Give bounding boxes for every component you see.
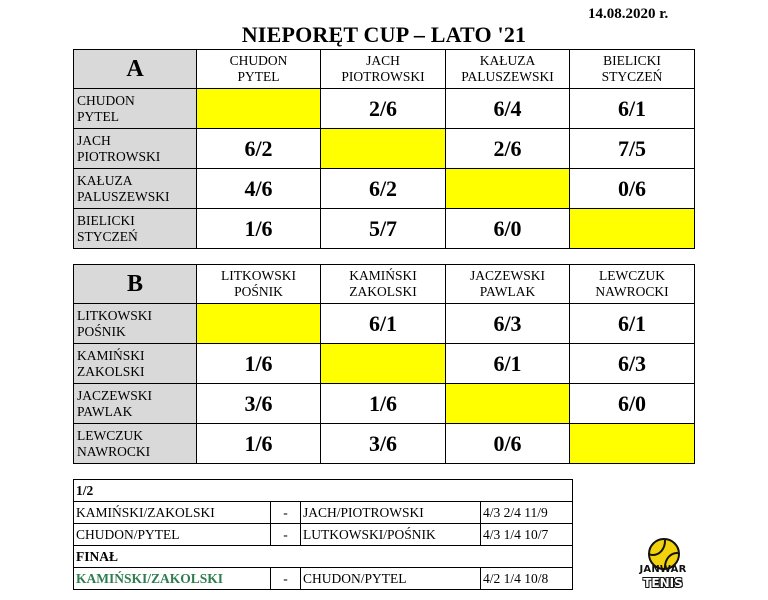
row-team-line2: ZAKOLSKI	[77, 363, 145, 379]
diagonal-cell	[446, 169, 570, 209]
group-b-header-row	[74, 265, 695, 304]
score-cell: 6/0	[570, 384, 695, 424]
score-cell: 6/1	[570, 89, 695, 129]
match-team2: JACH/PIOTROWSKI	[301, 502, 481, 524]
diagonal-cell	[321, 344, 446, 384]
score-cell: 6/2	[321, 169, 446, 209]
group-b-row-header	[74, 304, 197, 344]
score-cell: 3/6	[321, 424, 446, 464]
group-b-row	[74, 304, 695, 344]
diagonal-cell	[197, 304, 321, 344]
row-team-line1: LITKOWSKI	[77, 307, 152, 323]
row-team-line2: PIOTROWSKI	[77, 148, 161, 164]
score-cell: 5/7	[321, 209, 446, 249]
col-team-line1: KAMIŃSKI	[349, 268, 417, 283]
score-cell: 7/5	[570, 129, 695, 169]
col-team-line1: LEWCZUK	[599, 268, 665, 283]
diagonal-cell	[197, 89, 321, 129]
group-a-name: A	[74, 50, 197, 89]
diagonal-cell	[570, 424, 695, 464]
logo-text-line1: JANWAR	[639, 564, 687, 575]
row-team-line1: BIELICKI	[77, 212, 135, 228]
col-team-line2: PALUSZEWSKI	[461, 69, 554, 84]
score-cell: 4/6	[197, 169, 321, 209]
group-b-row-header	[74, 424, 197, 464]
score-cell: 6/1	[570, 304, 695, 344]
match-score: 4/3 1/4 10/7	[481, 524, 573, 546]
match-team1: CHUDON/PYTEL	[74, 524, 271, 546]
score-cell: 1/6	[321, 384, 446, 424]
row-team-line1: KAŁUZA	[77, 172, 133, 188]
group-a-row	[74, 209, 695, 249]
col-team-line2: PYTEL	[237, 69, 280, 84]
group-a-col-header	[570, 50, 695, 89]
score-cell: 6/2	[197, 129, 321, 169]
score-cell: 6/3	[446, 304, 570, 344]
score-cell: 6/3	[570, 344, 695, 384]
group-b-row-header	[74, 344, 197, 384]
score-cell: 6/1	[446, 344, 570, 384]
final-row	[74, 568, 573, 590]
col-team-line2: PIOTROWSKI	[341, 69, 425, 84]
match-team1: KAMIŃSKI/ZAKOLSKI	[74, 502, 271, 524]
row-team-line2: NAWROCKI	[77, 443, 151, 459]
match-team2: CHUDON/PYTEL	[301, 568, 481, 590]
match-separator: -	[271, 502, 301, 524]
group-a-row-header	[74, 169, 197, 209]
group-b-name: B	[74, 265, 197, 304]
score-cell: 3/6	[197, 384, 321, 424]
col-team-line1: JACH	[366, 53, 400, 68]
date-label: 14.08.2020 r.	[588, 6, 669, 22]
col-team-line1: LITKOWSKI	[221, 268, 296, 283]
group-b-col-header	[570, 265, 695, 304]
group-b-table	[73, 264, 695, 464]
score-cell: 1/6	[197, 209, 321, 249]
score-cell: 2/6	[446, 129, 570, 169]
score-cell: 6/4	[446, 89, 570, 129]
col-team-line1: JACZEWSKI	[470, 268, 545, 283]
semifinal-label: 1/2	[74, 480, 573, 502]
score-cell: 2/6	[321, 89, 446, 129]
group-b-col-header	[321, 265, 446, 304]
score-cell: 0/6	[446, 424, 570, 464]
group-a-col-header	[197, 50, 321, 89]
row-team-line1: JACZEWSKI	[77, 387, 152, 403]
col-team-line1: KAŁUZA	[479, 53, 536, 68]
row-team-line2: PALUSZEWSKI	[77, 188, 170, 204]
group-a-row	[74, 89, 695, 129]
match-team2: LUTKOWSKI/POŚNIK	[301, 524, 481, 546]
semifinal-row	[74, 502, 573, 524]
group-a-row-header	[74, 89, 197, 129]
group-b-row	[74, 424, 695, 464]
score-cell: 1/6	[197, 344, 321, 384]
group-a-row	[74, 129, 695, 169]
col-team-line2: ZAKOLSKI	[349, 284, 417, 299]
group-a-header-row	[74, 50, 695, 89]
janwar-tenis-logo	[632, 538, 694, 594]
results-table	[73, 479, 573, 590]
row-team-line2: PYTEL	[77, 108, 119, 124]
page-title: NIEPORĘT CUP – LATO '21	[241, 22, 527, 47]
col-team-line1: CHUDON	[229, 53, 288, 68]
col-team-line1: BIELICKI	[603, 53, 661, 68]
semifinal-header-row	[74, 480, 573, 502]
group-a-row	[74, 169, 695, 209]
score-cell: 1/6	[197, 424, 321, 464]
group-b-col-header	[446, 265, 570, 304]
group-b-row-header	[74, 384, 197, 424]
col-team-line2: PAWLAK	[479, 284, 536, 299]
final-label: FINAŁ	[74, 546, 573, 568]
match-separator: -	[271, 524, 301, 546]
final-header-row	[74, 546, 573, 568]
row-team-line2: STYCZEŃ	[77, 228, 138, 244]
match-score: 4/2 1/4 10/8	[481, 568, 573, 590]
group-a-col-header	[446, 50, 570, 89]
group-a-col-header	[321, 50, 446, 89]
col-team-line2: POŚNIK	[234, 284, 283, 299]
row-team-line1: CHUDON	[77, 92, 135, 108]
row-team-line1: KAMIŃSKI	[77, 347, 145, 363]
diagonal-cell	[570, 209, 695, 249]
row-team-line1: JACH	[77, 132, 111, 148]
logo-text-line2: TENIS	[643, 576, 683, 590]
final-winner: KAMIŃSKI/ZAKOLSKI	[74, 568, 271, 590]
group-b-row	[74, 384, 695, 424]
group-a-table	[73, 49, 695, 249]
col-team-line2: NAWROCKI	[595, 284, 669, 299]
row-team-line2: POŚNIK	[77, 323, 126, 339]
col-team-line2: STYCZEŃ	[601, 69, 663, 84]
diagonal-cell	[321, 129, 446, 169]
match-separator: -	[271, 568, 301, 590]
score-cell: 6/0	[446, 209, 570, 249]
group-b-row	[74, 344, 695, 384]
row-team-line2: PAWLAK	[77, 403, 133, 419]
group-a-row-header	[74, 209, 197, 249]
row-team-line1: LEWCZUK	[77, 427, 143, 443]
score-cell: 0/6	[570, 169, 695, 209]
semifinal-row	[74, 524, 573, 546]
score-cell: 6/1	[321, 304, 446, 344]
group-b-col-header	[197, 265, 321, 304]
match-score: 4/3 2/4 11/9	[481, 502, 573, 524]
group-a-row-header	[74, 129, 197, 169]
diagonal-cell	[446, 384, 570, 424]
